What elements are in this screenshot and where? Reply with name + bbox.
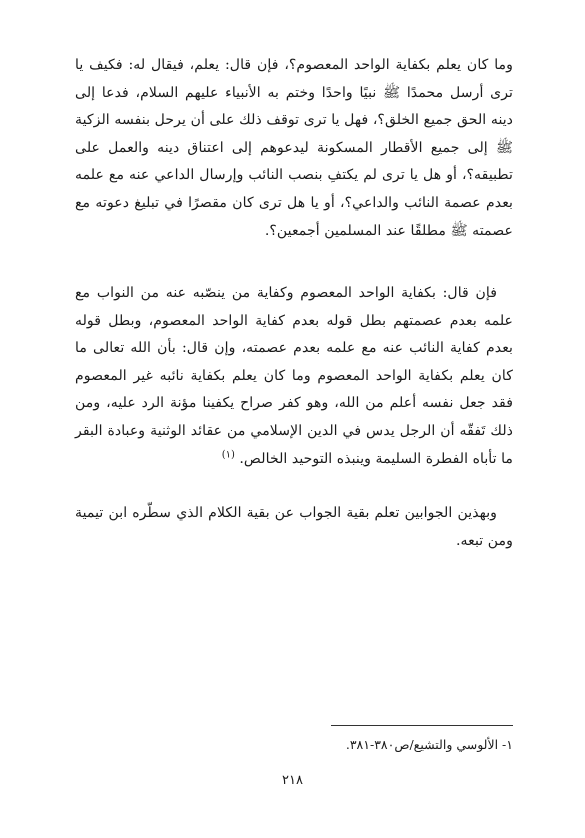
body-paragraph-2: [75, 280, 513, 473]
page-number: ٢١٨: [282, 773, 303, 788]
paragraph-text: وبهذين الجوابين تعلم بقية الجواب عن بقية الكلام الذي سطّره ابن تيمية ومن تبعه.: [75, 505, 513, 549]
body-paragraph-3: [75, 500, 513, 555]
body-paragraph-1: [75, 52, 513, 245]
footnote: ١- الألوسي والتشيع/ص٣٨٠-٣٨١.: [345, 737, 513, 752]
footnote-divider: [331, 725, 513, 726]
paragraph-text-content: فإن قال: بكفاية الواحد المعصوم وكفاية من ينصّبه عنه من النواب مع علمه بعدم عصمتهم بطل قوله بعدم كفاية الواحد المعصوم، وبطل قوله بعدم كفاية النائب عنه مع علمه بعدم عصمته، وإن قال: بأن الله تعالى ما كان يعلم بكفاية الواحد المعصوم وما كان يعلم بكفاية نائبه غير المعصوم فقد جعل نفسه أعلم من الله، وهو كفر صراح يكفينا مؤنة الرد عليه، ومن ذلك تَفقّه أن الرجل يدس في الدين الإسلامي من عقائد الوثنية وعبادة البقر ما تأباه الفطرة السليمة وينبذه التوحيد الخالص.: [75, 285, 513, 467]
footnote-reference: (١): [221, 448, 235, 460]
paragraph-text: [75, 280, 513, 473]
paragraph-text: وما كان يعلم بكفاية الواحد المعصوم؟، فإن قال: يعلم، فيقال له: فكيف يا ترى أرسل محمدًا ﷺ نبيًا واحدًا وختم به الأنبياء عليهم السلام، فدعا إلى دينه الحق جميع الخلق؟، فهل يا ترى توقف ذلك على أن يرحل بنفسه الزكية ﷺ إلى جميع الأقطار المسكونة ليدعوهم إلى اعتناق دينه والعمل على تطبيقه؟، أو هل يا ترى لم يكتفِ بنصب النائب وإرسال الداعي عنه مع علمه بعدم عصمة النائب والداعي؟، أو يا هل ترى كان مقصرًا في تبليغ دعوته مع عصمته ﷺ مطلقًا عند المسلمين أجمعين؟.: [75, 57, 513, 239]
